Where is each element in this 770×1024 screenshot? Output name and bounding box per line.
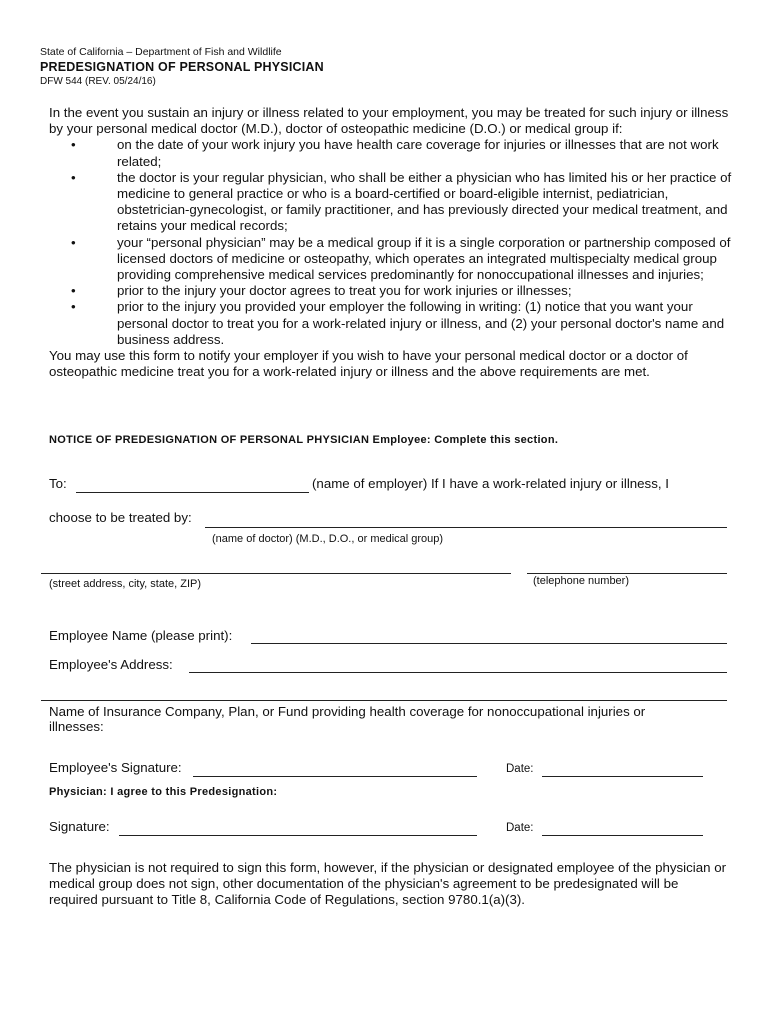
- bullet: •: [71, 169, 76, 185]
- employee-name-field[interactable]: [251, 643, 727, 644]
- employee-signature-field[interactable]: [193, 776, 477, 777]
- footer-note: The physician is not required to sign this form, however, if the physician or designated employee of the physician or medical group does not sign, other documentation of the physician's agreement to be predesignated will be required pursuant to Title 8, California Code of Regulations, section 9780.1(a)(3).: [49, 860, 727, 908]
- insurance-label: Name of Insurance Company, Plan, or Fund providing health coverage for nonoccupational injuries or illnesses:: [49, 704, 646, 734]
- employee-date-label: Date:: [506, 763, 534, 775]
- address-caption: (street address, city, state, ZIP): [49, 578, 202, 590]
- to-suffix: (name of employer) If I have a work-related injury or illness, I: [312, 476, 669, 491]
- list-item-text: your “personal physician” may be a medical group if it is a single corporation or partnership composed of licensed doctors of medicine or osteopathy, which operates an integrated multispecialty medical group providing comprehensive medical services predominantly for nonoccupational illnesses and injuries;: [117, 234, 731, 283]
- bullet: •: [71, 283, 76, 299]
- form-title: PREDESIGNATION OF PERSONAL PHYSICIAN: [40, 60, 324, 74]
- doctor-caption: (name of doctor) (M.D., D.O., or medical group): [212, 533, 444, 545]
- physician-signature-field[interactable]: [119, 835, 477, 836]
- physician-signature-label: Signature:: [49, 819, 110, 834]
- intro-section: [49, 105, 739, 380]
- list-item: [49, 235, 739, 284]
- form-number: DFW 544 (REV. 05/24/16): [40, 76, 156, 87]
- employee-name-label: Employee Name (please print):: [49, 628, 233, 643]
- list-item: [49, 170, 739, 235]
- doctor-phone-field[interactable]: [527, 573, 727, 574]
- list-item-text: prior to the injury you provided your employer the following in writing: (1) notice that you want your personal doctor to treat you for a work-related injury or illness, and (2) your personal doctor's name and business address.: [117, 299, 725, 347]
- bullet: •: [71, 137, 76, 153]
- doctor-name-field[interactable]: [205, 527, 727, 528]
- employee-address-field-2[interactable]: [41, 700, 727, 701]
- list-item: [49, 283, 739, 299]
- requirements-list: [49, 137, 739, 348]
- agency-name: State of California – Department of Fish and Wildlife: [40, 46, 282, 58]
- list-item: [49, 137, 739, 169]
- list-item-text: on the date of your work injury you have health care coverage for injuries or illnesses that are not work related;: [117, 137, 719, 169]
- bullet: •: [71, 234, 76, 250]
- treated-by-label: choose to be treated by:: [49, 510, 192, 525]
- intro-closing: You may use this form to notify your employer if you wish to have your personal medical doctor or a doctor of osteopathic medicine treat you for a work-related injury or illness and the above requirements are met.: [49, 348, 688, 380]
- physician-date-label: Date:: [506, 822, 534, 834]
- employee-date-field[interactable]: [542, 776, 703, 777]
- employee-address-label: Employee's Address:: [49, 657, 173, 672]
- list-item-text: the doctor is your regular physician, who shall be either a physician who has limited his or her practice of medicine to general practice or who is a board-certified or board-eligible internist, pediatrician, obstetrician-gynecologist, or family practitioner, and has previously directed your medical treatment, and retains your medical records;: [117, 169, 732, 234]
- employee-signature-label: Employee's Signature:: [49, 760, 182, 775]
- bullet: •: [71, 299, 76, 315]
- physician-agree-heading: Physician: I agree to this Predesignation:: [49, 786, 278, 798]
- phone-caption: (telephone number): [533, 575, 630, 587]
- intro-lead: In the event you sustain an injury or illness related to your employment, you may be treated for such injury or illness by your personal medical doctor (M.D.), doctor of osteopathic medicine (D.O.) or medical group if:: [49, 105, 729, 137]
- employer-name-field[interactable]: [76, 492, 309, 493]
- to-label: To:: [49, 476, 67, 491]
- list-item-text: prior to the injury your doctor agrees to treat you for work injuries or illnesses;: [117, 283, 572, 299]
- doctor-address-field[interactable]: [41, 573, 511, 574]
- physician-date-field[interactable]: [542, 835, 703, 836]
- notice-heading: NOTICE OF PREDESIGNATION OF PERSONAL PHYSICIAN Employee: Complete this section.: [49, 434, 559, 446]
- list-item: [49, 299, 739, 348]
- employee-address-field[interactable]: [189, 672, 727, 673]
